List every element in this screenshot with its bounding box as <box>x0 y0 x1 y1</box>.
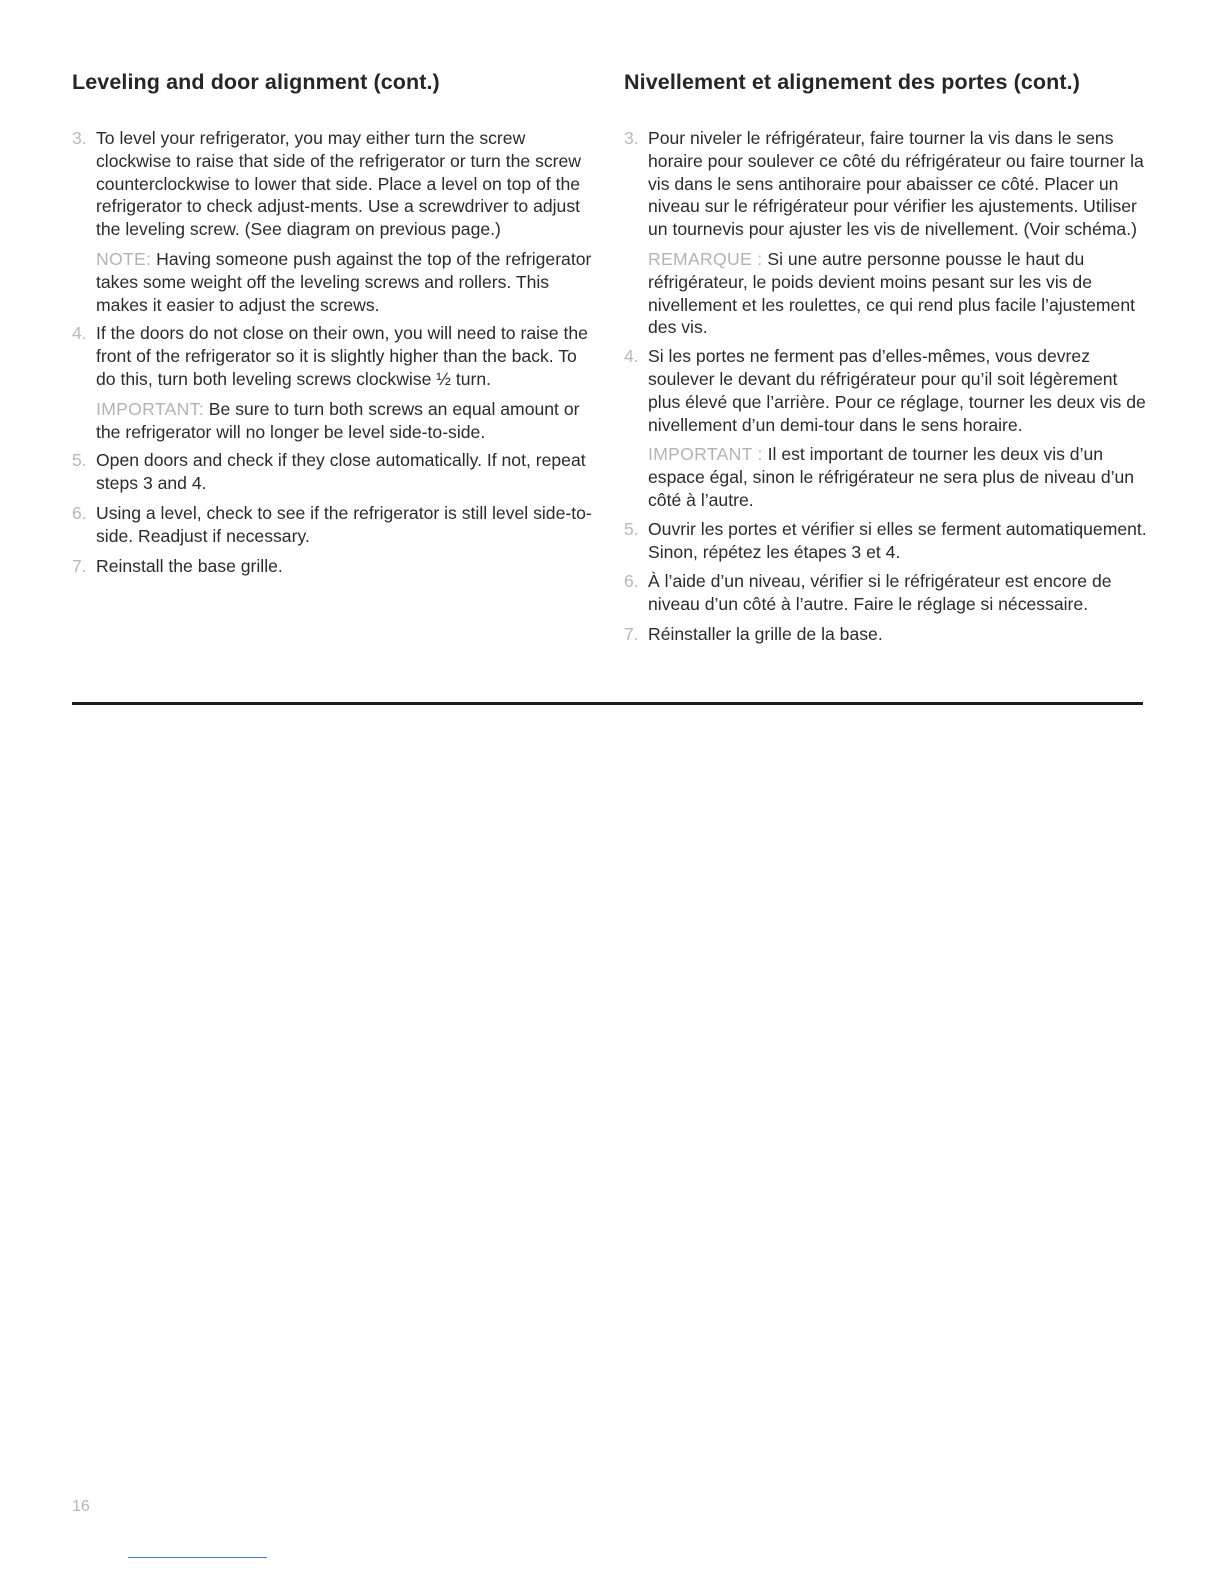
english-note <box>72 248 592 316</box>
english-step-5 <box>72 449 592 495</box>
important-text: Be sure to turn both screws an equal amount or the refrigerator will no longer be level side-to-side. <box>96 398 580 442</box>
step-text: Pour niveler le réfrigérateur, faire tourner la vis dans le sens horaire pour soulever ce côté du réfrigérateur ou faire tourner la vis dans le sens antihoraire pour abaisser ce côté. Placer un niveau sur le réfrigérateur pour vérifier les ajustements. Utiliser un tournevis pour ajuster les vis de nivellement. (Voir schéma.) <box>648 128 1144 240</box>
step-text: Open doors and check if they close automatically. If not, repeat steps 3 and 4. <box>96 450 586 494</box>
step-text: If the doors do not close on their own, you will need to raise the front of the refrigerator so it is slightly higher than the back. To do this, turn both leveling screws clockwise ½ turn. <box>96 323 588 389</box>
english-step-6 <box>72 502 592 548</box>
step-text: Ouvrir les portes et vérifier si elles se ferment automatiquement. Sinon, répétez les étapes 3 et 4. <box>648 518 1147 562</box>
step-number: 6. <box>624 571 639 592</box>
french-important <box>624 443 1149 511</box>
french-note <box>624 248 1149 339</box>
french-column <box>624 70 1149 653</box>
step-text: Réinstaller la grille de la base. <box>648 623 883 644</box>
important-text: Il est important de tourner les deux vis d’un espace égal, sinon le réfrigérateur ne sera plus de niveau d’un côté à l’autre. <box>648 444 1135 510</box>
step-number: 5. <box>624 518 639 539</box>
step-text: Reinstall the base grille. <box>96 555 283 576</box>
important-label: IMPORTANT : <box>648 444 763 465</box>
step-text: Using a level, check to see if the refrigerator is still level side-to-side. Readjust if necessary. <box>96 502 592 546</box>
important-label: IMPORTANT: <box>96 398 204 419</box>
step-number: 7. <box>72 555 87 576</box>
note-text: Si une autre personne pousse le haut du réfrigérateur, le poids devient moins pesant sur les vis de nivellement et les roulettes, ce qui rend plus facile l’ajustement des vis. <box>648 248 1136 338</box>
step-number: 5. <box>72 450 87 471</box>
french-step-3 <box>624 127 1149 241</box>
step-text: To level your refrigerator, you may either turn the screw clockwise to raise that side of the refrigerator or turn the screw counterclockwise to lower that side. Place a level on top of the refrigerator to check adjust-ments. Use a screwdriver to adjust the leveling screw. (See diagram on previous page.) <box>96 128 582 240</box>
french-step-7 <box>624 623 1149 646</box>
note-text: Having someone push against the top of the refrigerator takes some weight off the leveling screws and rollers. This makes it easier to adjust the screws. <box>96 248 592 315</box>
footer-link-underline <box>128 1557 267 1558</box>
english-step-7 <box>72 555 592 578</box>
section-divider <box>72 702 1143 705</box>
french-heading: Nivellement et alignement des portes (cont.) <box>624 70 1080 94</box>
english-step-3 <box>72 127 592 241</box>
french-step-4 <box>624 345 1149 436</box>
step-text: Si les portes ne ferment pas d’elles-mêmes, vous devrez soulever le devant du réfrigérateur pour qu’il soit légèrement plus élevé que l’arrière. Pour ce réglage, tourner les deux vis de nivellement d’un demi-tour dans le sens horaire. <box>648 346 1146 435</box>
step-number: 4. <box>72 323 87 344</box>
step-number: 3. <box>624 128 639 148</box>
english-step-4 <box>72 322 592 390</box>
step-number: 6. <box>72 502 87 523</box>
note-label: NOTE: <box>96 248 152 269</box>
english-column <box>72 70 592 584</box>
step-number: 3. <box>72 128 87 148</box>
english-heading: Leveling and door alignment (cont.) <box>72 70 440 94</box>
french-step-6 <box>624 570 1149 616</box>
french-step-5 <box>624 518 1149 564</box>
step-number: 7. <box>624 623 639 644</box>
page-number: 16 <box>72 1498 90 1515</box>
step-number: 4. <box>624 346 639 367</box>
english-important <box>72 398 592 444</box>
step-text: À l’aide d’un niveau, vérifier si le réfrigérateur est encore de niveau d’un côté à l’autre. Faire le réglage si nécessaire. <box>648 571 1112 615</box>
note-label: REMARQUE : <box>648 248 763 269</box>
